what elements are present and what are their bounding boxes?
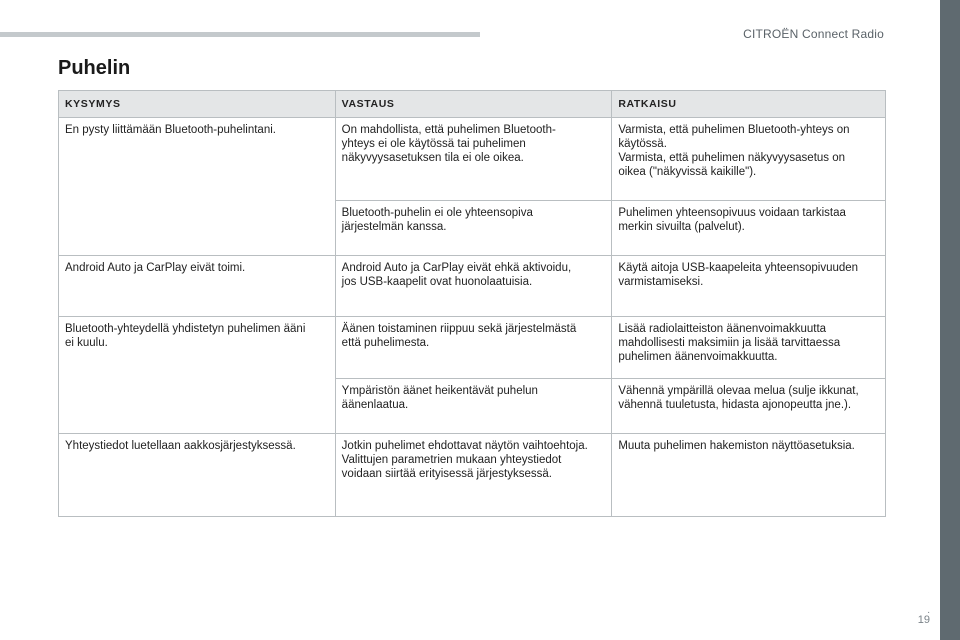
column-header-solution: RATKAISU xyxy=(612,91,886,118)
question-cell: En pysty liittämään Bluetooth-puhelintani. xyxy=(59,118,336,256)
question-cell: Android Auto ja CarPlay eivät toimi. xyxy=(59,256,336,317)
table-header-row xyxy=(59,91,886,118)
page-number: 19 xyxy=(917,614,930,626)
table-row xyxy=(59,118,886,201)
solution-cell: Puhelimen yhteensopivuus voidaan tarkistaa merkin sivuilta (palvelut). xyxy=(612,201,886,256)
answer-cell: On mahdollista, että puhelimen Bluetooth- yhteys ei ole käytössä tai puhelimen näkyvyysasetuksen tila ei ole oikea. xyxy=(335,118,612,201)
column-header-answer: VASTAUS xyxy=(335,91,612,118)
page-title: Puhelin xyxy=(58,57,131,79)
column-header-question: KYSYMYS xyxy=(59,91,336,118)
faq-table xyxy=(58,90,886,517)
solution-cell: Käytä aitoja USB-kaapeleita yhteensopivuuden varmistamiseksi. xyxy=(612,256,886,317)
table-row xyxy=(59,434,886,517)
page-marker: . xyxy=(927,605,930,616)
answer-cell: Ympäristön äänet heikentävät puhelun äänenlaatua. xyxy=(335,379,612,434)
table-row xyxy=(59,317,886,379)
page-edge-strip xyxy=(940,0,960,640)
answer-cell: Android Auto ja CarPlay eivät ehkä aktivoidu, jos USB-kaapelit ovat huonolaatuisia. xyxy=(335,256,612,317)
question-cell: Bluetooth-yhteydellä yhdistetyn puhelimen ääni ei kuulu. xyxy=(59,317,336,434)
solution-cell: Vähennä ympärillä olevaa melua (sulje ikkunat, vähennä tuuletusta, hidasta ajonopeutta jne.). xyxy=(612,379,886,434)
solution-cell: Lisää radiolaitteiston äänenvoimakkuutta mahdollisesti maksimiin ja lisää tarvittaessa puhelimen äänenvoimakkuutta. xyxy=(612,317,886,379)
answer-cell: Jotkin puhelimet ehdottavat näytön vaihtoehtoja. Valittujen parametrien mukaan yhteystiedot voidaan siirtää erityisessä järjestyksessä. xyxy=(335,434,612,517)
answer-cell: Bluetooth-puhelin ei ole yhteensopiva järjestelmän kanssa. xyxy=(335,201,612,256)
question-cell: Yhteystiedot luetellaan aakkosjärjestyksessä. xyxy=(59,434,336,517)
solution-cell: Varmista, että puhelimen Bluetooth-yhteys on käytössä. Varmista, että puhelimen näkyvyysasetus on oikea ("näkyvissä kaikille"). xyxy=(612,118,886,201)
header-divider-bar xyxy=(0,32,480,37)
header-brand: CITROËN Connect Radio xyxy=(743,27,884,41)
answer-cell: Äänen toistaminen riippuu sekä järjestelmästä että puhelimesta. xyxy=(335,317,612,379)
solution-cell: Muuta puhelimen hakemiston näyttöasetuksia. xyxy=(612,434,886,517)
table-row xyxy=(59,256,886,317)
